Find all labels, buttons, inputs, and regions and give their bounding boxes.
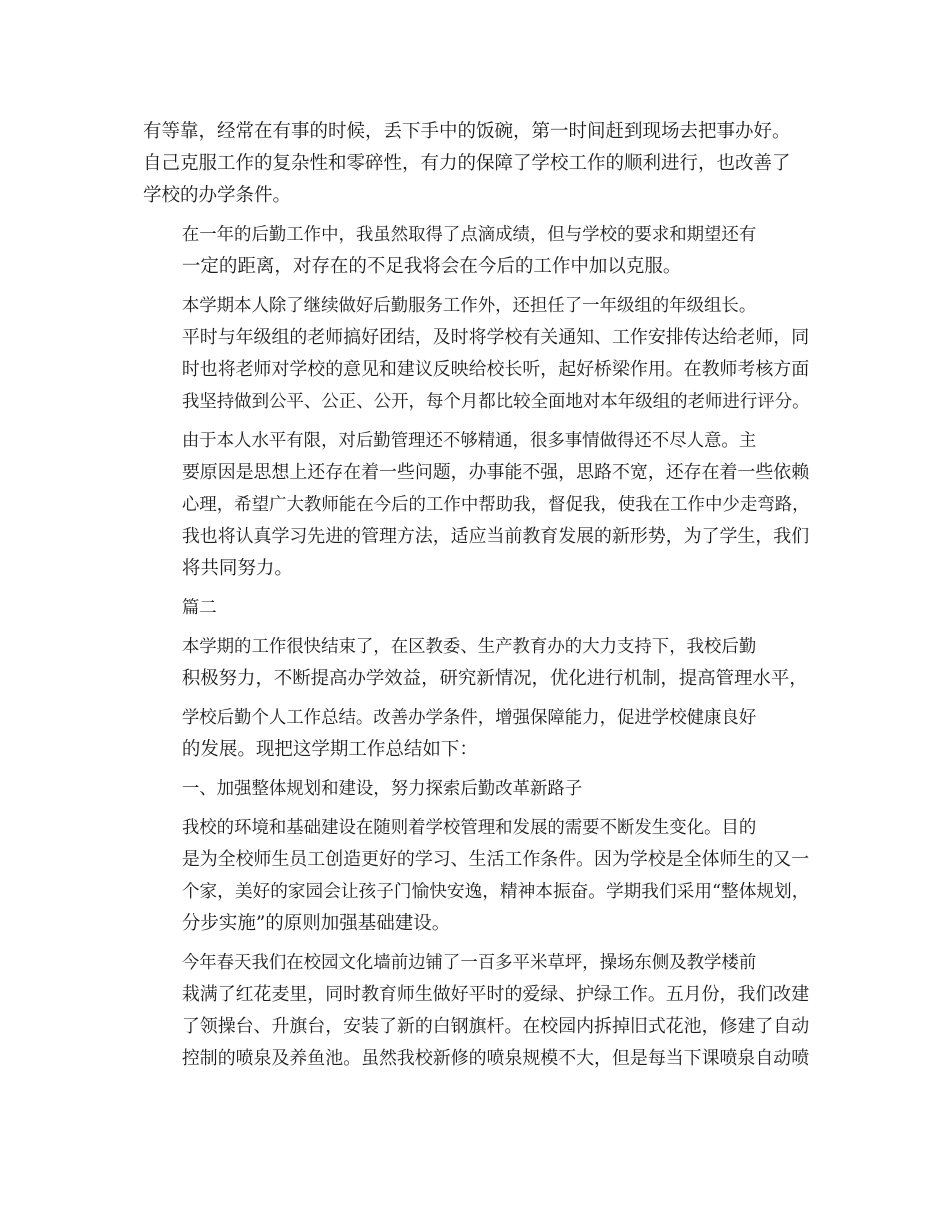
text-line: 本学期本人除了继续做好后勤服务工作外，还担任了一年级组的年级组长。 [181,296,757,316]
text-line: 篇二 [181,598,217,618]
paragraph [143,219,808,283]
text-line: 我校的环境和基础建设在随则着学校管理和发展的需要不断发生变化。目的 [181,818,757,838]
document-body [143,116,808,1075]
text-line: 我坚持做到公平、公正、公开，每个月都比较全面地对本年级组的老师进行评分。 [181,392,810,412]
text-line: 栽满了红花麦里，同时教育师生做好平时的爱绿、护绿工作。五月份，我们改建 [181,984,810,1005]
text-line: 要原因是思想上还存在着一些问题，办事能不强，思路不宽，还存在着一些依赖 [181,462,810,483]
text-line: 是为全校师生员工创造更好的学习、生活工作条件。因为学校是全体师生的又一 [181,849,810,870]
text-line: 了领操台、升旗台，安装了新的白钢旗杆。在校园内拆掉旧式花池，修建了自动 [181,1016,810,1037]
text-line: 学校的办学条件。 [143,185,292,206]
text-line: 分步实施”的原则加强基础建设。 [181,913,451,934]
paragraph [143,812,808,940]
text-line: 一、加强整体规划和建设，努力探索后勤改革新路子 [181,779,583,799]
text-line: 积极努力，不断提高办学效益，研究新情况，优化进行机制，提高管理水平， [181,668,808,689]
paragraph [143,425,808,585]
text-line: 学校后勤个人工作总结。改善办学条件，增强保障能力，促进学校健康良好 [181,708,757,728]
text-line: 自己克服工作的复杂性和零碎性，有力的保障了学校工作的顺利进行，也改善了 [143,153,791,174]
text-line: 今年春天我们在校园文化墙前边铺了一百多平米草坪，操场东侧及教学楼前 [181,953,757,973]
text-line: 由于本人水平有限，对后勤管理还不够精通，很多事情做得还不尽人意。主 [181,431,757,451]
text-line: 的发展。现把这学期工作总结如下： [181,739,478,760]
text-line: 在一年的后勤工作中，我虽然取得了点滴成绩，但与学校的要求和期望还有 [181,225,757,245]
text-line: 时也将老师对学校的意见和建议反映给校长听，起好桥梁作用。在教师考核方面 [181,359,810,380]
paragraph [143,290,808,418]
text-line: 心理，希望广大教师能在今后的工作中帮助我，督促我，使我在工作中少走弯路， [181,495,810,515]
text-line: 本学期的工作很快结束了，在区教委、生产教育办的大力支持下，我校后勤 [181,637,757,657]
text-line: 将共同努力。 [181,558,293,579]
text-line: 我也将认真学习先进的管理方法，适应当前教育发展的新形势，为了学生，我们 [181,526,810,547]
paragraph [143,592,808,624]
text-line: 有等靠，经常在有事的时候，丢下手中的饭碗，第一时间赶到现场去把事办好。 [143,121,791,142]
paragraph [143,702,808,766]
text-line: 平时与年级组的老师搞好团结，及时将学校有关通知、工作安排传达给老师，同 [181,327,810,348]
text-line: 控制的喷泉及养鱼池。虽然我校新修的喷泉规模不大，但是每当下课喷泉自动喷 [181,1048,810,1069]
text-line: 一定的距离，对存在的不足我将会在今后的工作中加以克服。 [181,256,682,277]
paragraph [143,631,808,695]
paragraph [143,773,808,805]
paragraph [143,947,808,1075]
paragraph [143,116,808,212]
text-line: 个家，美好的家园会让孩子门愉快安逸，精神本振奋。学期我们采用“整体规划， [181,882,810,902]
